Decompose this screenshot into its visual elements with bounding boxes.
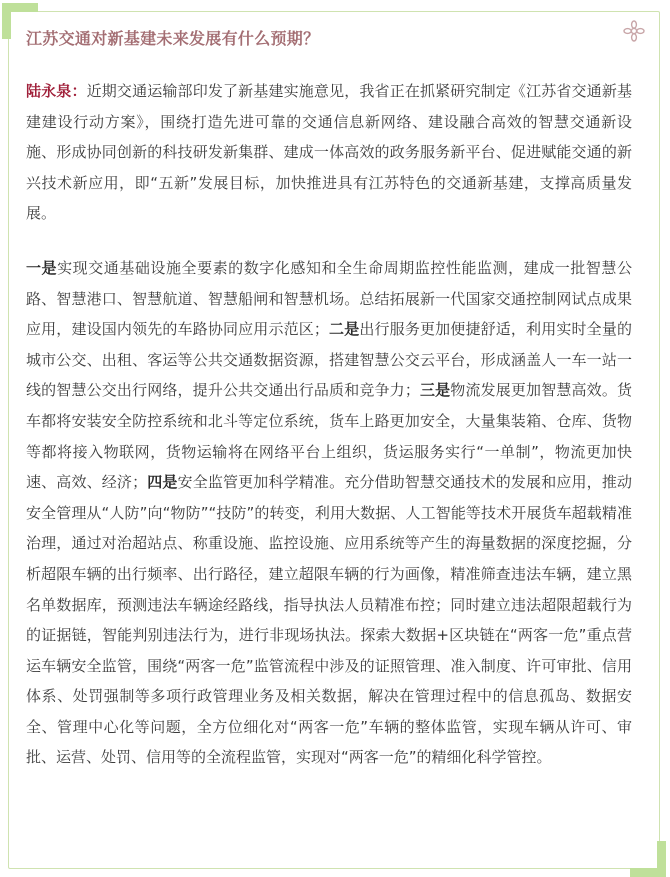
item-label: 一是 xyxy=(26,258,58,277)
intro-text: 近期交通运输部印发了新基建实施意见，我省正在抓紧研究制定《江苏省交通新基建建设行动方案》，围绕打造先进可靠的交通信息新网络、建设融合高效的智慧交通新设施、形成协同创新的科技研发新集群、建成一体高效的政务服务新平台、促进赋能交通的新兴技术新应用，即“五新”发展目标，加快推进具有江苏特色的交通新基建，支撑高质量发展。 xyxy=(26,82,632,223)
item-label: 三是 xyxy=(419,381,451,400)
item-text: 实现交通基础设施全要素的数字化感知和全生命周期监控性能监测，建成一批智慧公路、智慧港口、智慧航道、智慧船闸和智慧机场。总结拓展新一代国家交通控制网试点成果应用，建设国内领先的车路协同应用示范区； xyxy=(26,258,632,339)
article-body xyxy=(26,76,632,773)
question-title: 江苏交通对新基建未来发展有什么预期？ xyxy=(26,29,320,48)
item-label: 二是 xyxy=(328,320,360,339)
item-label: 四是 xyxy=(147,473,178,492)
item-text: 出行服务更加便捷舒适，利用实时全量的城市公交、出租、客运等公共交通数据资源，搭建智慧公交云平台，形成涵盖人一车一站一线的智慧公交出行网络，提升公共交通出行品质和竞争力； xyxy=(26,320,632,400)
intro-paragraph xyxy=(26,76,632,229)
item-text: 物流发展更加智慧高效。货车都将安装安全防控系统和北斗等定位系统，货车上路更加安全，大量集装箱、仓库、货物等都将接入物联网，货物运输将在网络平台上组织，货运服务实行“一单制”，物流更加快速、高效、经济； xyxy=(26,381,632,492)
flower-icon xyxy=(623,20,645,42)
measures-paragraph xyxy=(26,253,632,773)
speaker-name: 陆永泉： xyxy=(26,82,87,100)
item-text: 安全监管更加科学精准。充分借助智慧交通技术的发展和应用，推动安全管理从“人防”向“物防”“技防”的转变，利用大数据、人工智能等技术开展货车超载精准治理，通过对治超站点、称重设施、监控设施、应用系统等产生的海量数据的深度挖掘，分析超限车辆的出行频率、出行路径，建立超限车辆的行为画像，精准筛查违法车辆，建立黑名单数据库，预测违法车辆途经路线，指导执法人员精准布控；同时建立违法超限超载行为的证据链，智能判别违法行为，进行非现场执法。探索大数据+区块链在“两客一危”重点营运车辆安全监管，围绕“两客一危”监管流程中涉及的证照管理、准入制度、许可审批、信用体系、处罚强制等多项行政管理业务及相关数据，解决在管理过程中的信息孤岛、数据安全、管理中心化等问题，全方位细化对“两客一危”车辆的整体监管，实现车辆从许可、审批、运营、处罚、信用等的全流程监管，实现对“两客一危”的精细化科学管控。 xyxy=(26,473,632,767)
frame-corner-bottom-right xyxy=(630,841,666,877)
